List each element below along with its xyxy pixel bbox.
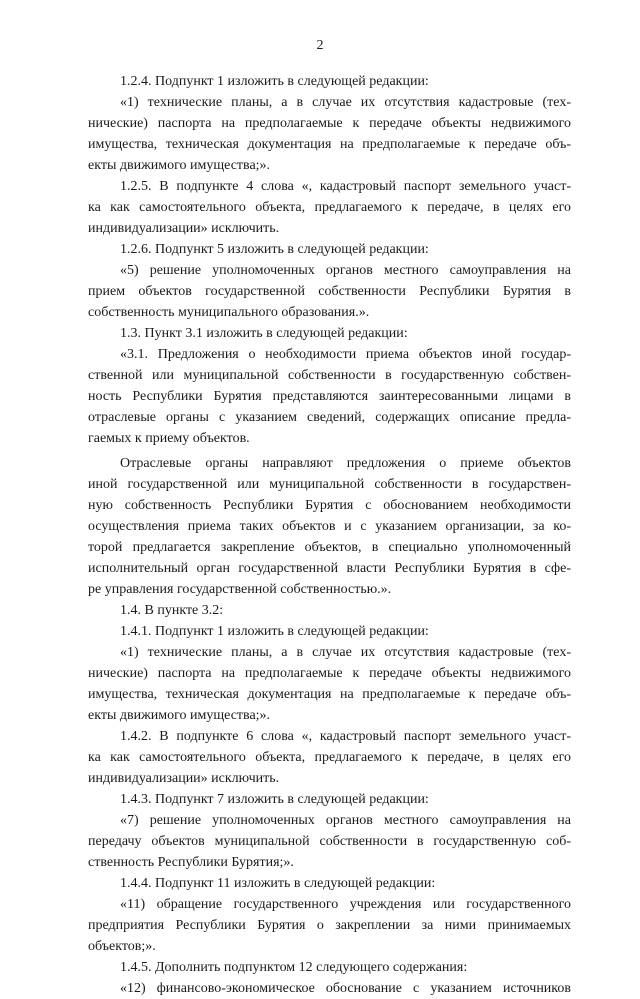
text-line: ка как самостоятельного объекта, предлагаемого к передаче, в целях его	[88, 200, 571, 215]
text-line: иной государственной или муниципальной собственности в государствен-	[88, 477, 571, 492]
text-line: екты движимого имущества;».	[88, 708, 271, 723]
text-line: «1) технические планы, а в случае их отсутствия кадастровые (тех-	[120, 95, 571, 110]
text-line: 1.2.6. Подпункт 5 изложить в следующей редакции:	[120, 242, 429, 257]
text-line: 1.4. В пункте 3.2:	[120, 603, 224, 618]
page-number: 2	[316, 38, 324, 53]
text-line: екты движимого имущества;».	[88, 158, 271, 173]
text-line: «7) решение уполномоченных органов местного самоуправления на	[120, 813, 571, 828]
text-line: торой предлагается закрепление объектов, в специально уполномоченный	[88, 540, 571, 555]
text-line: имущества, техническая документация на предполагаемые к передаче объ-	[88, 687, 571, 702]
text-line: «11) обращение государственного учреждения или государственного	[120, 897, 571, 912]
text-line: 1.4.3. Подпункт 7 изложить в следующей редакции:	[120, 792, 429, 807]
text-line: Отраслевые органы направляют предложения о приеме объектов	[120, 456, 571, 471]
text-line: 1.2.4. Подпункт 1 изложить в следующей редакции:	[120, 74, 429, 89]
text-line: ность Республики Бурятия представляются заинтересованными лицами в	[88, 389, 571, 404]
text-line: ре управления государственной собственностью.».	[88, 582, 392, 597]
text-line: нические) паспорта на предполагаемые к передаче объекты недвижимого	[88, 116, 571, 131]
text-line: 1.4.4. Подпункт 11 изложить в следующей редакции:	[120, 876, 436, 891]
text-line: ную собственность Республики Бурятия с обоснованием необходимости	[88, 498, 571, 513]
text-line: нические) паспорта на предполагаемые к передаче объекты недвижимого	[88, 666, 571, 681]
text-line: 1.2.5. В подпункте 4 слова «, кадастровый паспорт земельного участ-	[120, 179, 571, 194]
text-line: отраслевые органы с указанием сведений, содержащих описание предла-	[88, 410, 571, 425]
text-line: осуществления приема таких объектов и с указанием организации, за ко-	[88, 519, 571, 534]
text-line: предприятия Республики Бурятия о закреплении за ними принимаемых	[88, 918, 571, 933]
text-line: прием объектов государственной собственности Республики Бурятия в	[88, 284, 571, 299]
text-line: передачу объектов муниципальной собственности в государственную соб-	[88, 834, 571, 849]
text-line: собственность муниципального образования.».	[88, 305, 370, 320]
text-line: ственной или муниципальной собственности в государственную собствен-	[88, 368, 571, 383]
document-body	[88, 71, 571, 999]
text-line: 1.4.1. Подпункт 1 изложить в следующей редакции:	[120, 624, 429, 639]
text-line: «12) финансово-экономическое обоснование с указанием источников	[120, 981, 571, 996]
text-line: 1.4.2. В подпункте 6 слова «, кадастровый паспорт земельного участ-	[120, 729, 571, 744]
text-line: объектов;».	[88, 939, 156, 954]
text-line: ственность Республики Бурятия;».	[88, 855, 294, 870]
text-line: «5) решение уполномоченных органов местного самоуправления на	[120, 263, 571, 278]
text-line: имущества, техническая документация на предполагаемые к передаче объ-	[88, 137, 571, 152]
text-line: «3.1. Предложения о необходимости приема объектов иной государ-	[120, 347, 571, 362]
text-line: гаемых к приему объектов.	[88, 431, 250, 446]
text-line: ка как самостоятельного объекта, предлагаемого к передаче, в целях его	[88, 750, 571, 765]
text-line: индивидуализации» исключить.	[88, 221, 280, 236]
text-line: индивидуализации» исключить.	[88, 771, 280, 786]
text-line: исполнительный орган государственной власти Республики Бурятия в сфе-	[88, 561, 571, 576]
text-line: 1.4.5. Дополнить подпунктом 12 следующего содержания:	[120, 960, 468, 975]
text-line: «1) технические планы, а в случае их отсутствия кадастровые (тех-	[120, 645, 571, 660]
text-line: 1.3. Пункт 3.1 изложить в следующей редакции:	[120, 326, 408, 341]
